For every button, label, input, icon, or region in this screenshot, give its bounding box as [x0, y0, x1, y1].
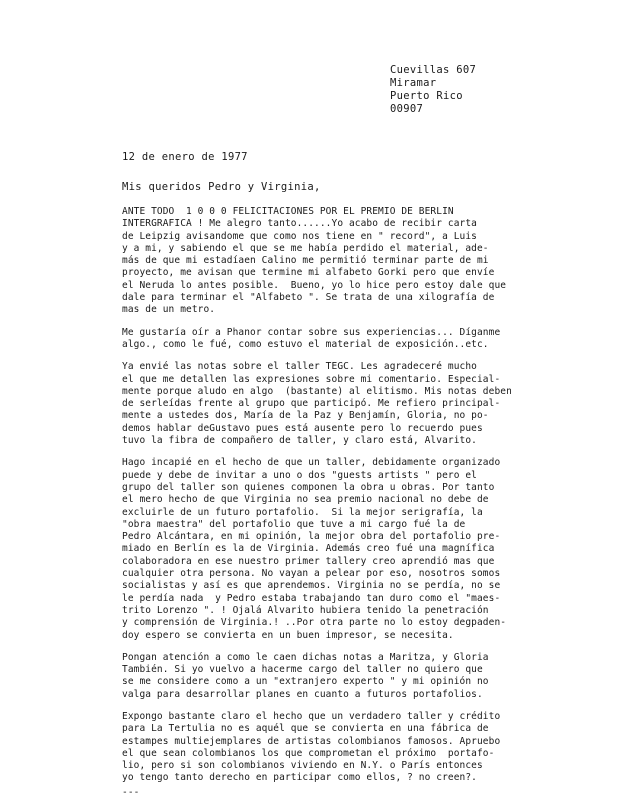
- body-line: valga para desarrollar planes en cuanto a futuros portafolios.: [122, 688, 483, 700]
- paragraph-2: [122, 327, 562, 352]
- body-line: Me gustaría oír a Phanor contar sobre sus experiencias... Díganme: [122, 326, 501, 338]
- body-line: dale para terminar el "Alfabeto ". Se trata de una xilografía de: [122, 292, 495, 304]
- body-line: colaboradora en ese nuestro primer tallery creo aprendió mas que: [122, 555, 495, 567]
- body-line: algo., como le fué, como estuvo el material de exposición..etc.: [122, 338, 489, 350]
- paragraph-3: [122, 361, 562, 447]
- body-line: excluirle de un futuro portafolio. Si la mejor serigrafía, la: [122, 506, 483, 518]
- body-line: demos hablar deGustavo pues está ausente pero lo recuerdo pues: [122, 422, 483, 434]
- body-line: mas de un metro.: [122, 304, 216, 316]
- body-line: ANTE TODO 1 0 0 0 FELICITACIONES POR EL PREMIO DE BERLIN: [122, 206, 454, 217]
- body-line: yo tengo tanto derecho en participar como ellos, ? no creen?.: [122, 772, 477, 784]
- address-street: Cuevillas 607: [390, 64, 477, 76]
- body-line: tuvo la fibra de compañero de taller, y claro está, Alvarito.: [122, 435, 477, 447]
- paragraph-6: [122, 711, 562, 799]
- body-line: trito Lorenzo ". ! Ojalá Alvarito hubiera tenido la penetración: [122, 604, 489, 616]
- body-line: proyecto, me avisan que termine mi alfabeto Gorki pero que envíe: [122, 267, 495, 279]
- body-line: el mero hecho de que Virginia no sea premio nacional no debe de: [122, 494, 489, 506]
- body-line: le perdía nada y Pedro estaba trabajando tan duro como el "maes-: [122, 592, 501, 604]
- address-country: Puerto Rico: [390, 90, 463, 102]
- body-line: doy espero se convierta en un buen impresor, se necesita.: [122, 629, 454, 641]
- body-line: Pongan atención a como le caen dichas notas a Maritza, y Gloria: [122, 651, 489, 663]
- body-line: Pedro Alcántara, en mi opinión, la mejor obra del portafolio pre-: [122, 531, 501, 543]
- body-line: y a mi, y sabiendo el que se me había perdido el material, ade-: [122, 242, 489, 254]
- body-line: Expongo bastante claro el hecho que un verdadero taller y crédito: [122, 710, 501, 722]
- body-line: Hago incapié en el hecho de que un taller, debidamente organizado: [122, 457, 501, 469]
- sender-address: [390, 64, 476, 116]
- body-line: lio, pero si son colombianos viviendo en N.Y. o París entonces: [122, 760, 483, 772]
- body-line: se me considere como a un "extranjero experto " y mi opinión no: [122, 676, 489, 688]
- body-line: y comprensión de Virginia.! ..Por otra parte no lo estoy degpaden-: [122, 617, 507, 629]
- body-line: de Leipzig avisandome que como nos tiene en " record", a Luis: [122, 230, 477, 242]
- body-line: el que sean colombianos los que comprometan el próximo portafo-: [122, 747, 495, 759]
- address-district: Miramar: [390, 77, 437, 89]
- body-line: mente a ustedes dos, María de la Paz y Benjamín, Gloria, no po-: [122, 410, 489, 422]
- letter-date: 12 de enero de 1977: [122, 151, 248, 163]
- body-line: estampes multiejemplares de artistas colombianos famosos. Apruebo: [122, 735, 501, 747]
- body-line: de serleídas frente al grupo que participó. Me refiero principal-: [122, 398, 501, 410]
- body-line: el Neruda lo antes posible. Bueno, yo lo hice pero estoy dale que: [122, 279, 507, 291]
- body-line: cualquier otra persona. No vayan a pelear por eso, nosotros somos: [122, 568, 501, 580]
- paragraph-4: [122, 457, 562, 641]
- body-line: miado en Berlín es la de Virginia. Además creo fué una magnífica: [122, 543, 495, 555]
- letter-greeting: Mis queridos Pedro y Virginia,: [122, 181, 321, 193]
- body-line: socialistas y así es que aprendemos. Virginia no se perdía, no se: [122, 580, 501, 592]
- body-line: para La Tertulia no es aquél que se convierta en una fábrica de: [122, 723, 489, 735]
- body-line: "obra maestra" del portafolio que tuve a mi cargo fué la de: [122, 518, 466, 530]
- address-postal-code: 00907: [390, 103, 424, 115]
- letter-body: [122, 206, 562, 809]
- closing-mark: ---: [122, 786, 140, 798]
- body-line: el que me detallen las expresiones sobre mi comentario. Especial-: [122, 373, 501, 385]
- body-line: puede y debe de invitar a uno o dos "guests artists " pero el: [122, 469, 477, 481]
- body-line: También. Si yo vuelvo a hacerme cargo del taller no quiero que: [122, 664, 483, 676]
- paragraph-1: [122, 206, 562, 317]
- body-line: INTERGRAFICA ! Me alegro tanto......Yo acabo de recibir carta: [122, 218, 477, 230]
- body-line: más de que mi estadíaen Calino me permitió terminar parte de mi: [122, 255, 489, 267]
- body-line: Ya envié las notas sobre el taller TEGC. Les agradeceré mucho: [122, 361, 477, 373]
- paragraph-5: [122, 652, 562, 701]
- body-line: mente porque aludo en algo (bastante) al elitismo. Mis notas deben: [122, 385, 512, 397]
- body-line: grupo del taller son quienes componen la obra u obras. Por tanto: [122, 481, 495, 493]
